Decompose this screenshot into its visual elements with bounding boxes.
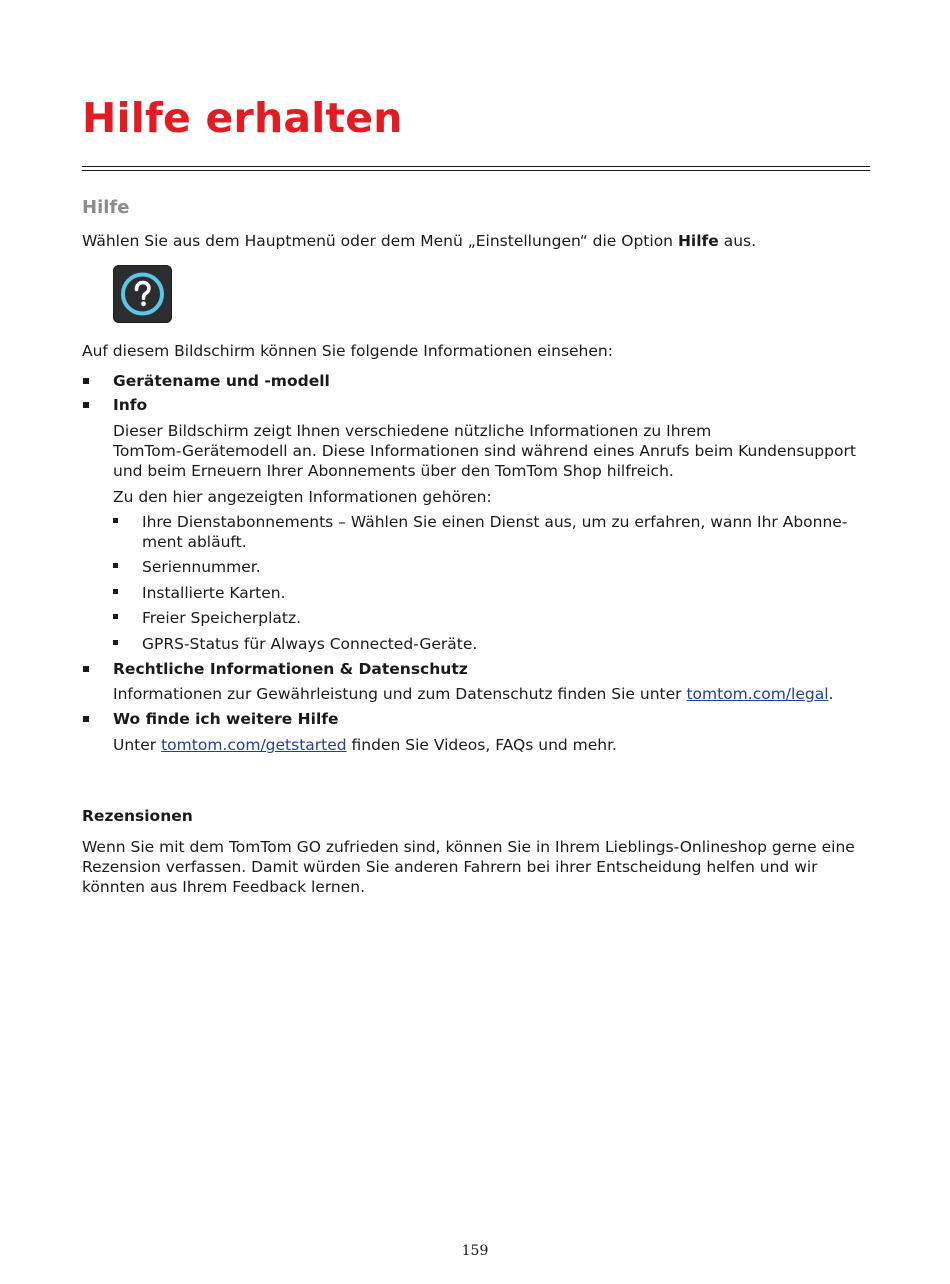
- sublist-item-subscriptions-cont: ment abläuft.: [142, 533, 247, 551]
- info-description-line: TomTom-Gerätemodell an. Diese Informationen sind während eines Anrufs beim Kundensupport: [113, 442, 856, 460]
- more-help-text-end: finden Sie Videos, FAQs und mehr.: [346, 736, 617, 754]
- page-number: 159: [461, 1243, 489, 1259]
- info-description-line: und beim Erneuern Ihrer Abonnements über den TomTom Shop hilfreich.: [113, 462, 674, 480]
- legal-description: [113, 684, 833, 704]
- sub-bullet-marker: [113, 589, 118, 594]
- bullet-marker: [83, 716, 89, 722]
- intro-paragraph: [82, 231, 756, 251]
- sub-bullet-marker: [113, 563, 118, 568]
- bullet-marker: [83, 378, 89, 384]
- getstarted-link[interactable]: tomtom.com/getstarted: [161, 736, 347, 754]
- sub-bullet-marker: [113, 640, 118, 645]
- sublist-item-storage: Freier Speicherplatz.: [142, 609, 302, 627]
- more-help-text: Unter: [113, 736, 162, 754]
- help-menu-button: [113, 265, 172, 323]
- question-mark-icon: [113, 265, 172, 323]
- sub-bullet-marker: [113, 614, 118, 619]
- screen-intro: Auf diesem Bildschirm können Sie folgende Informationen einsehen:: [82, 342, 613, 360]
- legal-link[interactable]: tomtom.com/legal: [686, 685, 829, 703]
- reviews-heading: Rezensionen: [82, 807, 193, 825]
- sub-bullet-marker: [113, 518, 118, 523]
- page-title: Hilfe erhalten: [82, 94, 403, 142]
- intro-text: Wählen Sie aus dem Hauptmenü oder dem Menü „Einstellungen“ die Option: [82, 232, 678, 250]
- title-divider-bottom: [82, 170, 870, 171]
- intro-text-end: aus.: [718, 232, 757, 250]
- title-divider-top: [82, 166, 870, 167]
- reviews-paragraph-line: Wenn Sie mit dem TomTom GO zufrieden sind, können Sie in Ihrem Lieblings-Onlineshop gerne eine: [82, 838, 855, 856]
- info-description-line: Dieser Bildschirm zeigt Ihnen verschiedene nützliche Informationen zu Ihrem: [113, 422, 712, 440]
- bullet-marker: [83, 402, 89, 408]
- more-help-description: [113, 735, 617, 755]
- list-item-more-help: Wo finde ich weitere Hilfe: [113, 710, 339, 728]
- sublist-item-subscriptions: Ihre Dienstabonnements – Wählen Sie einen Dienst aus, um zu erfahren, wann Ihr Abonne-: [142, 513, 848, 531]
- legal-text: Informationen zur Gewährleistung und zum Datenschutz finden Sie unter: [113, 685, 687, 703]
- reviews-paragraph-line: Rezension verfassen. Damit würden Sie anderen Fahrern bei ihrer Entscheidung helfen und wir: [82, 858, 818, 876]
- bullet-marker: [83, 666, 89, 672]
- list-item-legal: Rechtliche Informationen & Datenschutz: [113, 660, 468, 678]
- legal-text-end: .: [828, 685, 834, 703]
- sublist-item-maps: Installierte Karten.: [142, 584, 286, 602]
- sublist-item-gprs: GPRS-Status für Always Connected-Geräte.: [142, 635, 478, 653]
- info-includes-intro: Zu den hier angezeigten Informationen gehören:: [113, 488, 492, 506]
- sublist-item-serial: Seriennummer.: [142, 558, 261, 576]
- list-item-device: Gerätename und -modell: [113, 372, 330, 390]
- section-heading: Hilfe: [82, 197, 130, 218]
- list-item-info: Info: [113, 396, 148, 414]
- reviews-paragraph-line: könnten aus Ihrem Feedback lernen.: [82, 878, 366, 896]
- intro-option-name: Hilfe: [677, 232, 719, 250]
